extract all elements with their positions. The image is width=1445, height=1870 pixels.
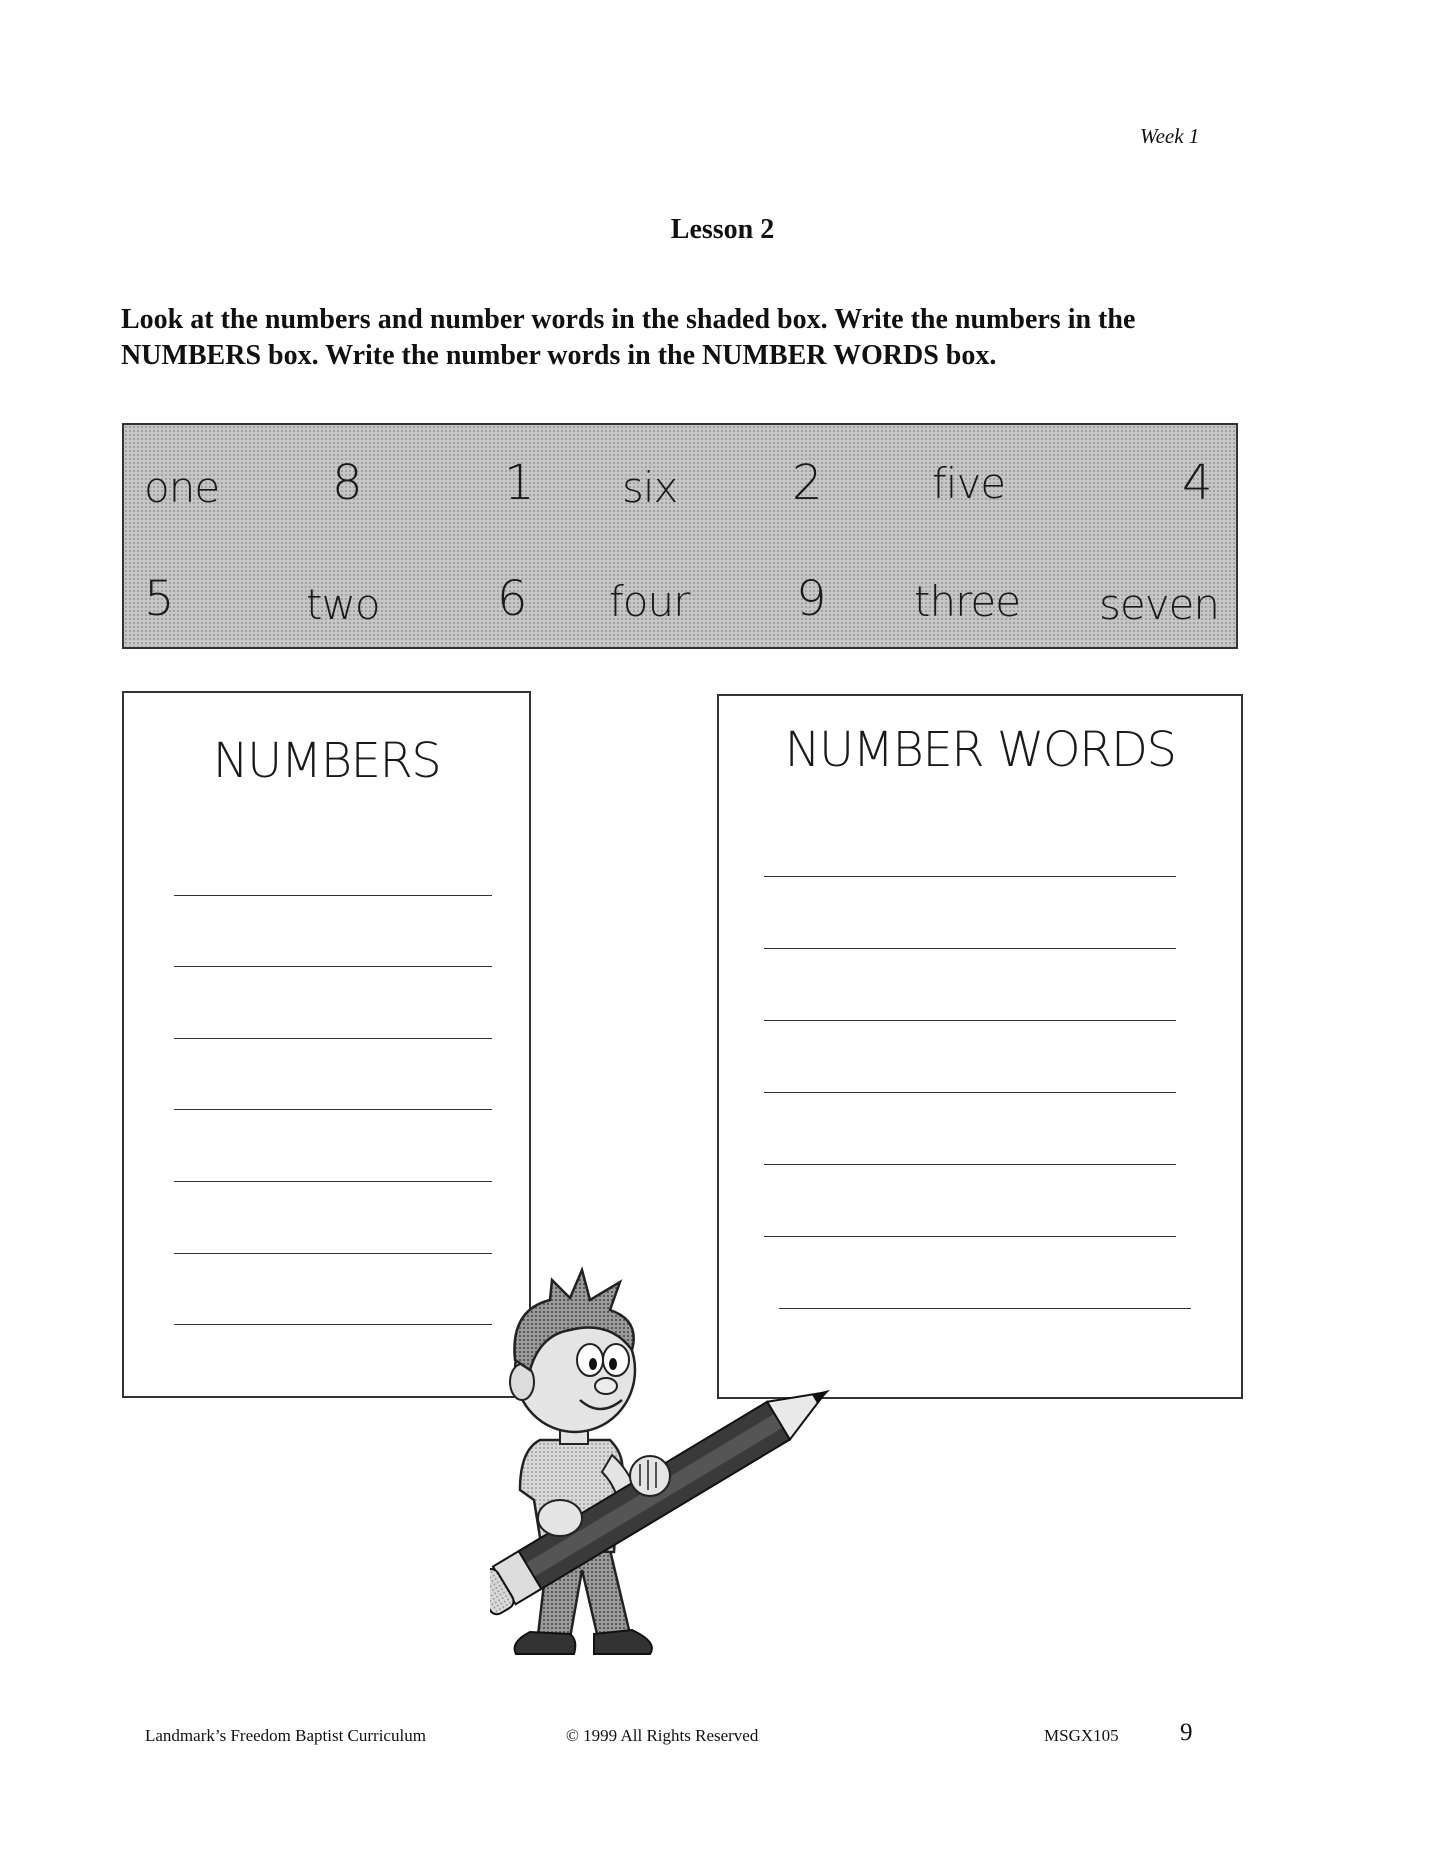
answer-line[interactable] [174, 895, 492, 896]
page-number: 9 [1180, 1719, 1193, 1746]
footer-copyright: © 1999 All Rights Reserved [566, 1726, 759, 1745]
token: 9 [796, 571, 826, 627]
number-words-box-title: NUMBER WORDS [784, 722, 1176, 778]
token: 8 [332, 455, 362, 511]
token: two [306, 580, 380, 629]
token: seven [1099, 580, 1220, 629]
footer-code: MSGX105 [1044, 1726, 1119, 1745]
answer-line[interactable] [764, 876, 1176, 877]
token: 2 [792, 455, 822, 511]
token: 4 [1182, 455, 1212, 511]
answer-line[interactable] [764, 1020, 1176, 1021]
answer-line[interactable] [174, 1109, 492, 1110]
numbers-box [122, 691, 531, 1398]
answer-line[interactable] [764, 1092, 1176, 1093]
answer-line[interactable] [764, 948, 1176, 949]
answer-line[interactable] [764, 1164, 1176, 1165]
token: three [914, 577, 1021, 626]
boy-with-pencil-icon [490, 1250, 890, 1670]
numbers-box-title: NUMBERS [212, 733, 441, 789]
shaded-box [122, 423, 1238, 649]
token: 5 [144, 571, 174, 627]
token: one [144, 463, 220, 512]
instructions: Look at the numbers and number words in the shaded box. Write the numbers in the NUMBERS box. Write the number words in the NUMBER WORDS box. [121, 304, 1136, 371]
token: four [609, 577, 690, 626]
answer-line[interactable] [174, 966, 492, 967]
token: 6 [497, 571, 527, 627]
week-label: Week 1 [1140, 124, 1200, 148]
answer-line[interactable] [174, 1038, 492, 1039]
answer-line[interactable] [174, 1253, 492, 1254]
answer-line[interactable] [764, 1236, 1176, 1237]
answer-line[interactable] [174, 1324, 492, 1325]
lesson-title: Lesson 2 [670, 214, 775, 245]
token: five [932, 459, 1006, 508]
answer-line[interactable] [174, 1181, 492, 1182]
token: six [622, 463, 678, 512]
footer-publisher: Landmark’s Freedom Baptist Curriculum [145, 1726, 426, 1745]
token: 1 [504, 455, 534, 511]
